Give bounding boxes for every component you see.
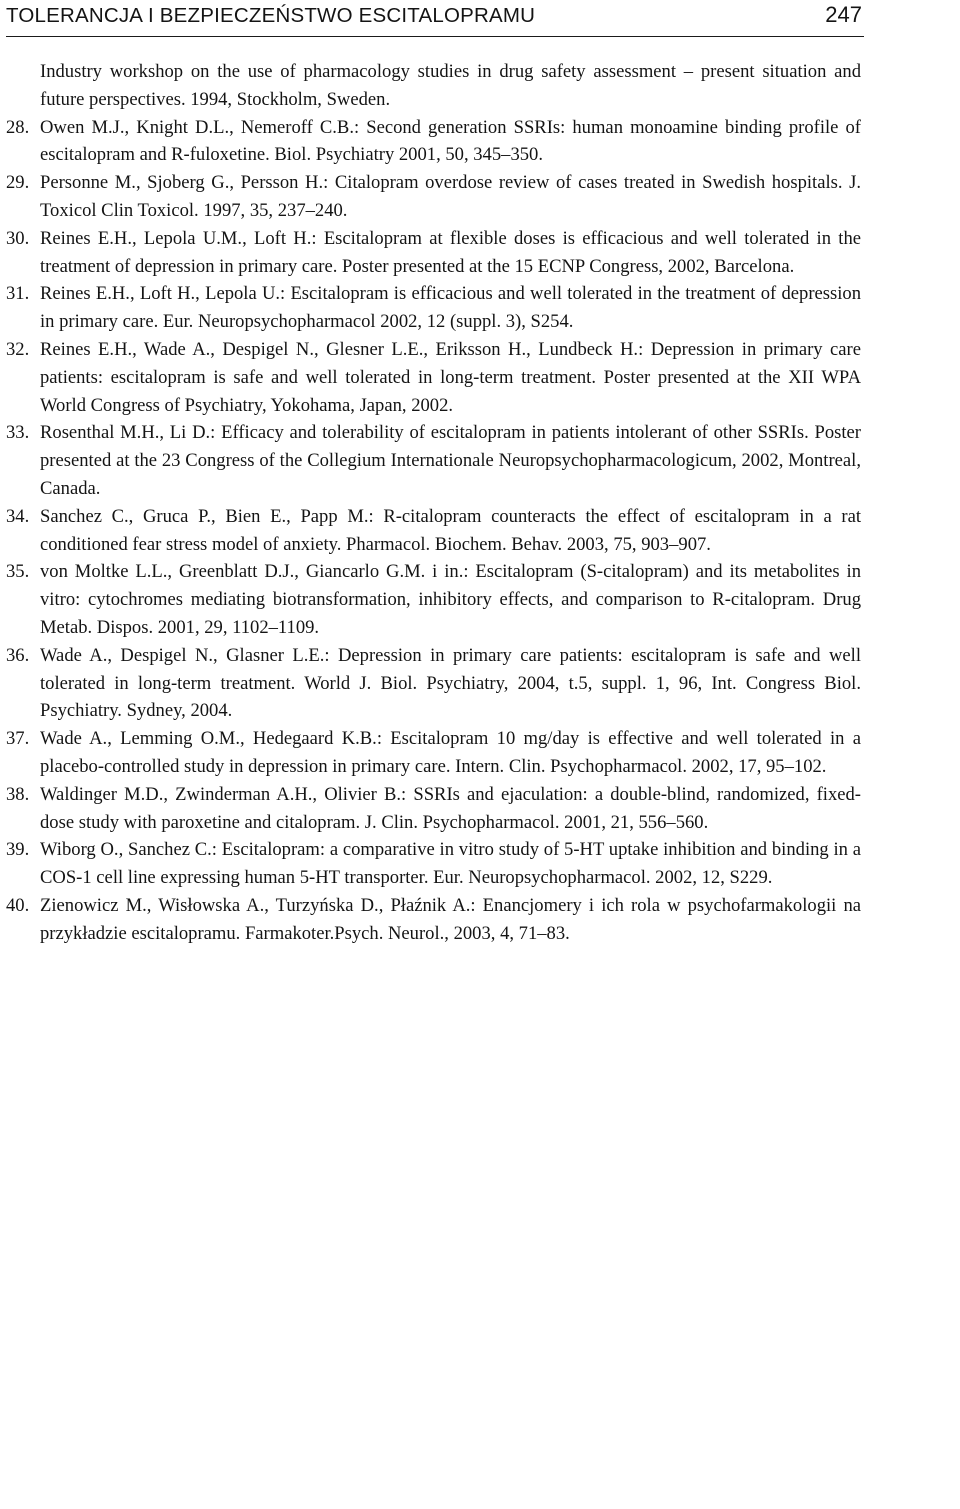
reference-item — [0, 642, 861, 725]
reference-item — [0, 725, 861, 781]
reference-number: 30. — [6, 227, 30, 249]
reference-number: 32. — [6, 338, 30, 360]
reference-text: Reines E.H., Lepola U.M., Loft H.: Escitalopram at flexible doses is efficacious and well tolerated in the treatment of depression in primary care. Poster presented at the 15 ECNP Congress, 2002, Barcelona. — [40, 227, 861, 277]
reference-text: Personne M., Sjoberg G., Persson H.: Citalopram overdose review of cases treated in Swedish hospitals. J. Toxicol Clin Toxicol. 1997, 35, 237–240. — [40, 172, 861, 221]
reference-item — [0, 225, 861, 281]
reference-text: Wade A., Despigel N., Glasner L.E.: Depression in primary care patients: escitalopram is safe and well tolerated in long-term treatment. World J. Biol. Psychiatry, 2004, t.5, suppl. 1, 96, Int. Congress Biol. Psychiatry. Sydney, 2004. — [40, 644, 861, 722]
reference-text: Reines E.H., Loft H., Lepola U.: Escitalopram is efficacious and well tolerated in the treatment of depression in primary care. Eur. Neuropsychopharmacol 2002, 12 (suppl. 3), S254. — [40, 283, 861, 333]
reference-text: von Moltke L.L., Greenblatt D.J., Giancarlo G.M. i in.: Escitalopram (S-citalopram) and its metabolites in vitro: cytochromes mediating biotransformation, inhibitory effects, and comparison to R-citalopram. Drug Metab. Dispos. 2001, 29, 1102–1109. — [40, 561, 861, 638]
reference-item — [0, 558, 861, 641]
running-head — [6, 0, 864, 37]
reference-text: Waldinger M.D., Zwinderman A.H., Olivier B.: SSRIs and ejaculation: a double-blind, randomized, fixed-dose study with paroxetine and citalopram. J. Clin. Psychopharmacol. 2001, 21, 556–560. — [40, 783, 861, 833]
reference-item — [0, 336, 861, 419]
reference-number: 29. — [6, 172, 30, 194]
reference-text: Industry workshop on the use of pharmacology studies in drug safety assessment – present situation and future perspectives. 1994, Stockholm, Sweden. — [40, 61, 861, 110]
reference-list — [0, 58, 960, 948]
reference-number: 39. — [6, 839, 30, 861]
reference-item — [0, 419, 861, 502]
reference-item — [0, 280, 861, 336]
reference-item — [0, 503, 861, 559]
reference-text: Owen M.J., Knight D.L., Nemeroff C.B.: Second generation SSRIs: human monoamine binding profile of escitalopram and R-fuloxetine. Biol. Psychiatry 2001, 50, 345–350. — [40, 116, 861, 166]
reference-item — [0, 58, 861, 114]
reference-number: 38. — [6, 783, 30, 805]
reference-item — [0, 892, 861, 948]
reference-number: 31. — [6, 283, 30, 305]
reference-text: Sanchez C., Gruca P., Bien E., Papp M.: R-citalopram counteracts the effect of escitalopram in a rat conditioned fear stress model of anxiety. Pharmacol. Biochem. Behav. 2003, 75, 903–907. — [40, 505, 861, 555]
reference-item — [0, 114, 861, 170]
reference-text: Zienowicz M., Wisłowska A., Turzyńska D., Płaźnik A.: Enancjomery i ich rola w psychofarmakologii na przykładzie escitalopramu. Farmakoter.Psych. Neurol., 2003, 4, 71–83. — [40, 894, 861, 944]
reference-item — [0, 169, 861, 225]
reference-number: 35. — [6, 561, 30, 583]
reference-number: 36. — [6, 644, 30, 666]
reference-item — [0, 781, 861, 837]
reference-number: 37. — [6, 728, 30, 750]
page-number: 247 — [825, 2, 862, 27]
reference-text: Wade A., Lemming O.M., Hedegaard K.B.: Escitalopram 10 mg/day is effective and well tolerated in a placebo-controlled study in depression in primary care. Intern. Clin. Psychopharmacol. 2002, 17, 95–102. — [40, 728, 861, 777]
reference-number: 34. — [6, 505, 30, 527]
running-head-title: TOLERANCJA I BEZPIECZEŃSTWO ESCITALOPRAMU — [6, 4, 536, 27]
reference-text: Rosenthal M.H., Li D.: Efficacy and tolerability of escitalopram in patients intolerant of other SSRIs. Poster presented at the 23 Congress of the Collegium Internationale Neuropsychopharmacologicum, 2002, Montreal, Canada. — [40, 422, 861, 499]
reference-number: 33. — [6, 422, 30, 444]
reference-text: Wiborg O., Sanchez C.: Escitalopram: a comparative in vitro study of 5-HT uptake inhibition and binding in a COS-1 cell line expressing human 5-HT transporter. Eur. Neuropsychopharmacol. 2002, 12, S229. — [40, 839, 861, 889]
reference-text: Reines E.H., Wade A., Despigel N., Glesner L.E., Eriksson H., Lundbeck H.: Depression in primary care patients: escitalopram is safe and well tolerated in long-term treatment. Poster presented at the XII WPA World Congress of Psychiatry, Yokohama, Japan, 2002. — [40, 338, 861, 416]
reference-number: 28. — [6, 116, 30, 138]
reference-number: 40. — [6, 894, 30, 916]
reference-item — [0, 836, 861, 892]
